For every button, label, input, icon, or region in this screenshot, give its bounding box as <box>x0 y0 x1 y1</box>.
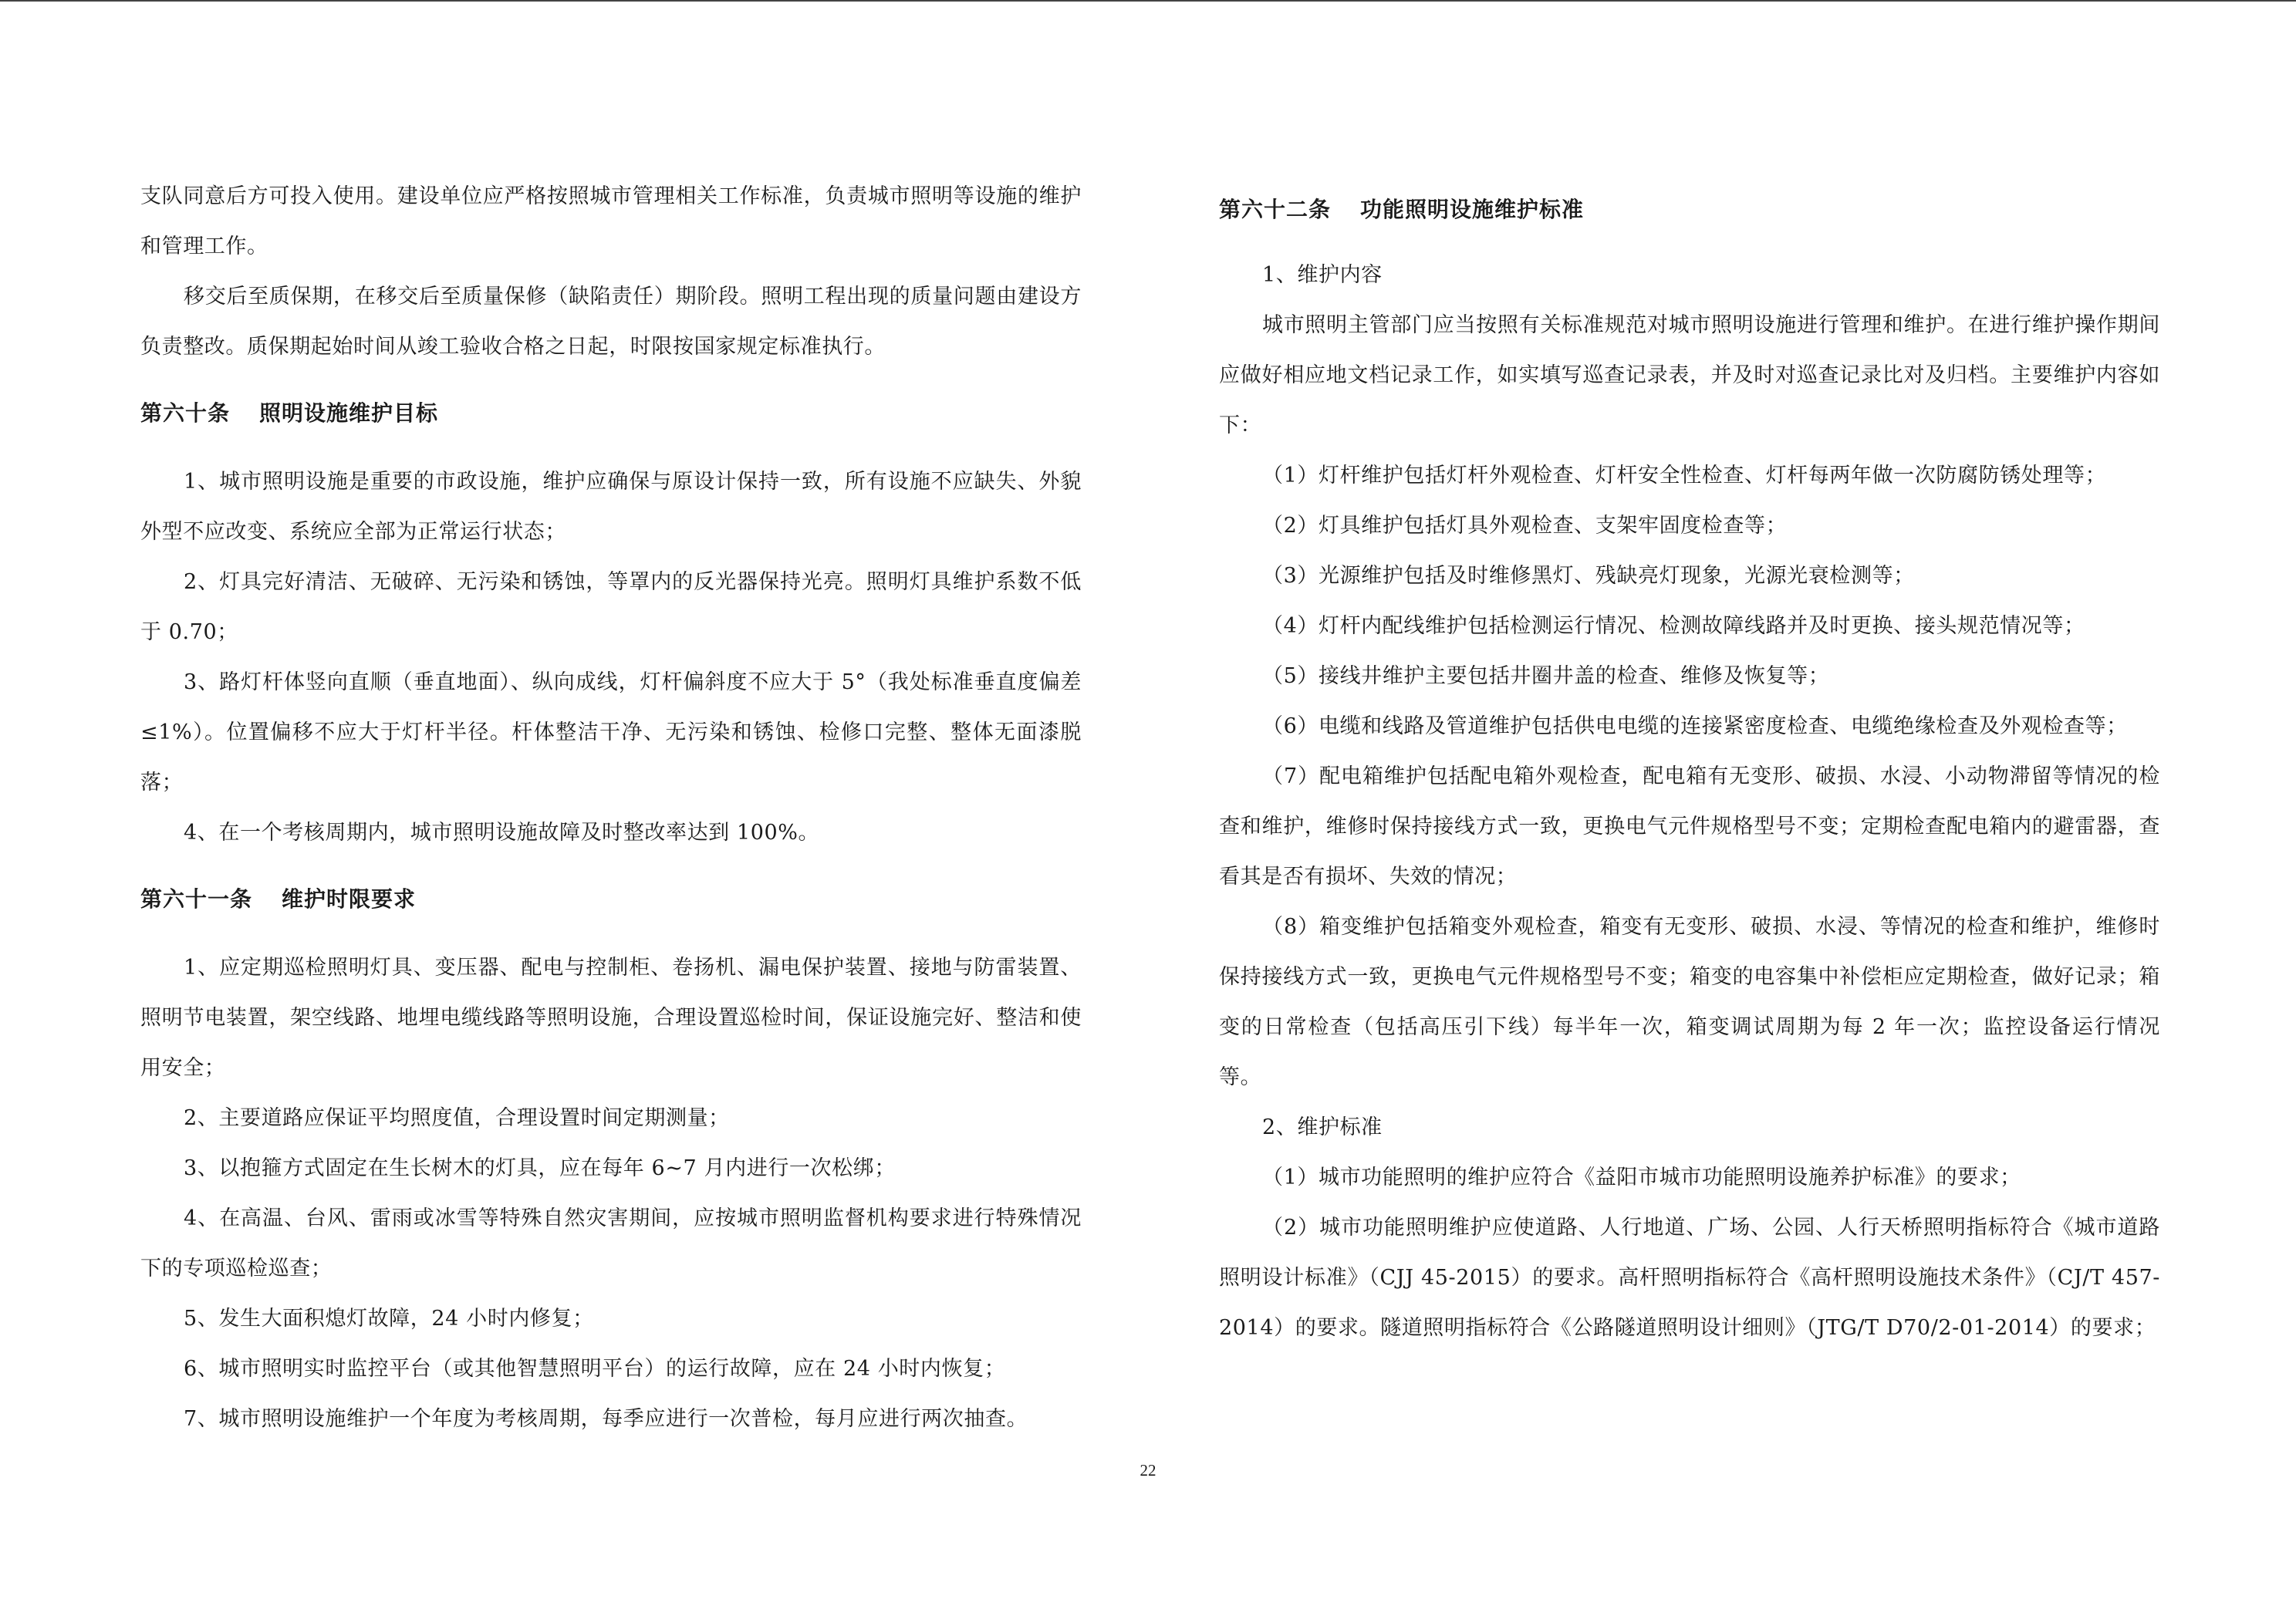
list-item: （2）城市功能照明维护应使道路、人行地道、广场、公园、人行天桥照明指标符合《城市道路照明设计标准》（CJJ 45-2015）的要求。高杆照明指标符合《高杆照明设施技术条件》（CJ/T 457-2014）的要求。隧道照明指标符合《公路隧道照明设计细则》（JTG/T D70/2-01-2014）的要求； <box>1219 1216 2160 1340</box>
article-61-heading <box>140 876 1082 923</box>
list-item: （6）电缆和线路及管道维护包括供电电缆的连接紧密度检查、电缆绝缘检查及外观检查等； <box>1262 714 2128 738</box>
list-item: （7）配电箱维护包括配电箱外观检查，配电箱有无变形、破损、水浸、小动物滞留等情况的检查和维护，维修时保持接线方式一致，更换电气元件规格型号不变；定期检查配电箱内的避雷器，查看其是否有损坏、失效的情况； <box>1219 764 2160 889</box>
paragraph-continuation: 支队同意后方可投入使用。建设单位应严格按照城市管理相关工作标准，负责城市照明等设施的维护和管理工作。 <box>140 184 1082 258</box>
list-item: 3、路灯杆体竖向直顺（垂直地面）、纵向成线，灯杆偏斜度不应大于 5°（我处标准垂直度偏差≤1%）。位置偏移不应大于灯杆半径。杆体整洁干净、无污染和锈蚀、检修口完整、整体无面漆脱落； <box>140 670 1082 795</box>
list-item: （3）光源维护包括及时维修黑灯、残缺亮灯现象，光源光衰检测等； <box>1262 564 1915 588</box>
list-item: 3、以抱箍方式固定在生长树木的灯具，应在每年 6~7 月内进行一次松绑； <box>184 1156 896 1180</box>
page-number: 22 <box>1140 1461 1156 1480</box>
article-62-number: 第六十二条 <box>1219 197 1332 222</box>
paragraph-warranty: 移交后至质保期，在移交后至质量保修（缺陷责任）期阶段。照明工程出现的质量问题由建设方负责整改。质保期起始时间从竣工验收合格之日起，时限按国家规定标准执行。 <box>140 285 1082 359</box>
list-item: （8）箱变维护包括箱变外观检查，箱变有无变形、破损、水浸、等情况的检查和维护，维修时保持接线方式一致，更换电气元件规格型号不变；箱变的电容集中补偿柜应定期检查，做好记录；箱变的日常检查（包括高压引下线）每半年一次，箱变调试周期为每 2 年一次；监控设备运行情况等。 <box>1219 915 2160 1089</box>
list-item: （1）城市功能照明的维护应符合《益阳市城市功能照明设施养护标准》的要求； <box>1262 1166 2021 1189</box>
right-column <box>1219 187 2160 1353</box>
list-item: （5）接线井维护主要包括井圈井盖的检查、维修及恢复等； <box>1262 664 1830 688</box>
list-item: 2、主要道路应保证平均照度值，合理设置时间定期测量； <box>184 1106 730 1130</box>
list-item: 5、发生大面积熄灯故障，24 小时内修复； <box>184 1307 594 1331</box>
left-column <box>140 171 1082 1444</box>
article-60-number: 第六十条 <box>140 400 231 426</box>
list-item: 4、在高温、台风、雷雨或冰雪等特殊自然灾害期间，应按城市照明监督机构要求进行特殊情况下的专项巡检巡查； <box>140 1206 1082 1281</box>
section-heading-maintenance-standard: 2、维护标准 <box>1262 1115 1383 1139</box>
list-item: （2）灯具维护包括灯具外观检查、支架牢固度检查等； <box>1262 514 1788 538</box>
list-item: 6、城市照明实时监控平台（或其他智慧照明平台）的运行故障，应在 24 小时内恢复； <box>184 1357 1006 1381</box>
article-61-number: 第六十一条 <box>140 886 253 912</box>
article-60-title: 照明设施维护目标 <box>259 400 439 426</box>
list-item: （1）灯杆维护包括灯杆外观检查、灯杆安全性检查、灯杆每两年做一次防腐防锈处理等； <box>1262 464 2107 488</box>
list-item: 4、在一个考核周期内，城市照明设施故障及时整改率达到 100%。 <box>184 821 820 845</box>
article-61-title: 维护时限要求 <box>282 886 417 912</box>
list-item: 2、灯具完好清洁、无破碎、无污染和锈蚀，等罩内的反光器保持光亮。照明灯具维护系数不低于 0.70； <box>140 570 1082 644</box>
list-item: 1、应定期巡检照明灯具、变压器、配电与控制柜、卷扬机、漏电保护装置、接地与防雷装置、照明节电装置，架空线路、地埋电缆线路等照明设施，合理设置巡检时间，保证设施完好、整洁和使用安全； <box>140 956 1082 1080</box>
article-60-heading <box>140 390 1082 437</box>
list-item: （4）灯杆内配线维护包括检测运行情况、检测故障线路并及时更换、接头规范情况等； <box>1262 614 2085 638</box>
list-item: 1、城市照明设施是重要的市政设施，维护应确保与原设计保持一致，所有设施不应缺失、外貌外型不应改变、系统应全部为正常运行状态； <box>140 470 1082 544</box>
article-62-heading <box>1219 187 2160 233</box>
list-item: 7、城市照明设施维护一个年度为考核周期，每季应进行一次普检，每月应进行两次抽查。 <box>184 1407 1028 1431</box>
article-62-title: 功能照明设施维护标准 <box>1360 197 1585 222</box>
top-border-line <box>0 0 2296 2</box>
section-heading-maintenance-content: 1、维护内容 <box>1262 263 1383 287</box>
paragraph-intro: 城市照明主管部门应当按照有关标准规范对城市照明设施进行管理和维护。在进行维护操作期间应做好相应地文档记录工作，如实填写巡查记录表，并及时对巡查记录比对及归档。主要维护内容如下： <box>1219 313 2160 437</box>
